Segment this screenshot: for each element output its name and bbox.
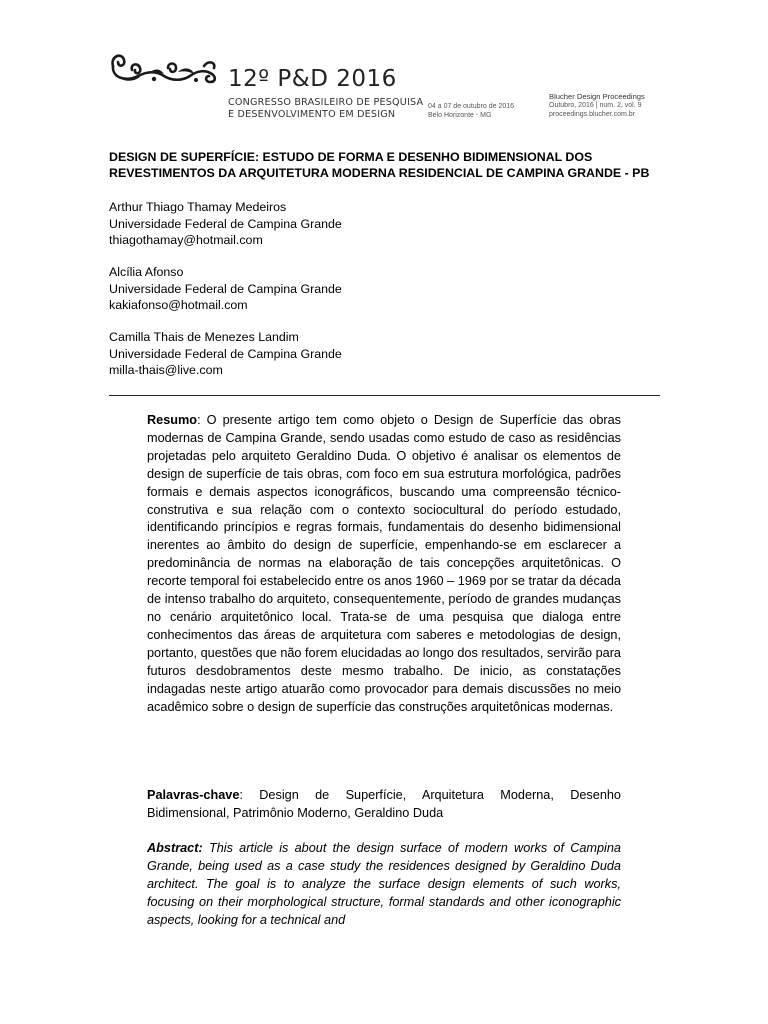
proceedings-site: proceedings.blucher.com.br — [549, 111, 635, 118]
proceedings-issue: Outubro, 2016 | num. 2, vol. 9 — [549, 102, 642, 109]
author-email: kakiafonso@hotmail.com — [109, 298, 248, 312]
keywords-label: Palavras-chave — [147, 788, 240, 802]
author-name: Arthur Thiago Thamay Medeiros — [109, 200, 287, 214]
conference-title: 12º P&D 2016 — [228, 66, 397, 92]
author-affiliation: Universidade Federal de Campina Grande — [109, 216, 342, 231]
author-block — [109, 264, 509, 314]
paper-title-line-2: REVESTIMENTOS DA ARQUITETURA MODERNA RESIDENCIAL DE CAMPINA GRANDE - PB — [109, 166, 650, 180]
resumo-label: Resumo — [147, 413, 198, 427]
location-text: Belo Horizonte - MG — [428, 112, 492, 119]
proceedings-info — [549, 92, 645, 119]
conference-subtitle — [228, 97, 423, 120]
resumo-paragraph — [147, 412, 621, 716]
abstract-paragraph — [147, 840, 621, 930]
author-affiliation: Universidade Federal de Campina Grande — [109, 346, 342, 361]
ornamental-scroll-icon — [108, 46, 220, 90]
conference-dates — [428, 102, 514, 120]
proceedings-title: Blucher Design Proceedings — [549, 92, 645, 101]
author-email: milla-thais@live.com — [109, 363, 223, 377]
abstract-label: Abstract: — [147, 841, 203, 855]
author-block — [109, 199, 509, 249]
conference-subtitle-line-1: CONGRESSO BRASILEIRO DE PESQUISA — [228, 97, 424, 108]
keywords-text: : Design de Superfície, Arquitetura Moderna, Desenho Bidimensional, Patrimônio Moderno, Geraldino Duda — [147, 788, 621, 820]
conference-subtitle-line-2: E DESENVOLVIMENTO EM DESIGN — [228, 108, 396, 120]
abstract-text: This article is about the design surface of modern works of Campina Grande, being used as a case study the residences designed by Geraldino Duda architect. The goal is to analyze the surface design elements of such works, focusing on their morphological structure, formal standards and other iconographic aspects, looking for a technical and — [147, 841, 621, 927]
section-divider — [109, 395, 660, 396]
paper-title-line-1: DESIGN DE SUPERFÍCIE: ESTUDO DE FORMA E DESENHO BIDIMENSIONAL DOS — [109, 150, 593, 164]
resumo-text: : O presente artigo tem como objeto o Design de Superfície das obras modernas de Campina Grande, sendo usadas como estudo de caso as residências projetadas pelo arquiteto Geraldino Duda. O objetivo é analisar os elementos de design de superfície de tais obras, com foco em sua estrutura morfológica, padrões formais e demais aspectos iconográficos, buscando uma compreensão técnico-construtiva e sua relação com o contexto sociocultural do período estudado, identificando princípios e regras formais, fundamentais do desenho bidimensional inerentes ao âmbito do design de superfície, empenhando-se em esclarecer a predominância de normas na elaboração de tais concepções arquitetônicas. O recorte temporal foi estabelecido entre os anos 1960 – 1969 por se tratar da década de intenso trabalho do arquiteto, consequentemente, período de grandes mudanças no cenário arquitetônico local. Trata-se de uma pesquisa que dialoga entre conhecimentos das áreas de arquitetura com saberes e metodologias de design, portanto, questões que não forem elucidadas ao longo dos resultados, servirão para futuros desdobramentos deste mesmo trabalho. De inicio, as constatações indagadas neste artigo atuarão como provocador para demais discussões no meio acadêmico sobre o design de superfície das construções arquitetônicas modernas. — [147, 413, 621, 714]
author-affiliation: Universidade Federal de Campina Grande — [109, 281, 342, 296]
author-email: thiagothamay@hotmail.com — [109, 233, 263, 247]
author-name: Alcília Afonso — [109, 265, 184, 279]
keywords-paragraph — [147, 787, 621, 823]
author-name: Camilla Thais de Menezes Landim — [109, 330, 299, 344]
dates-text: 04 a 07 de outubro de 2016 — [428, 103, 515, 110]
author-block — [109, 329, 509, 379]
paper-title — [109, 149, 669, 181]
